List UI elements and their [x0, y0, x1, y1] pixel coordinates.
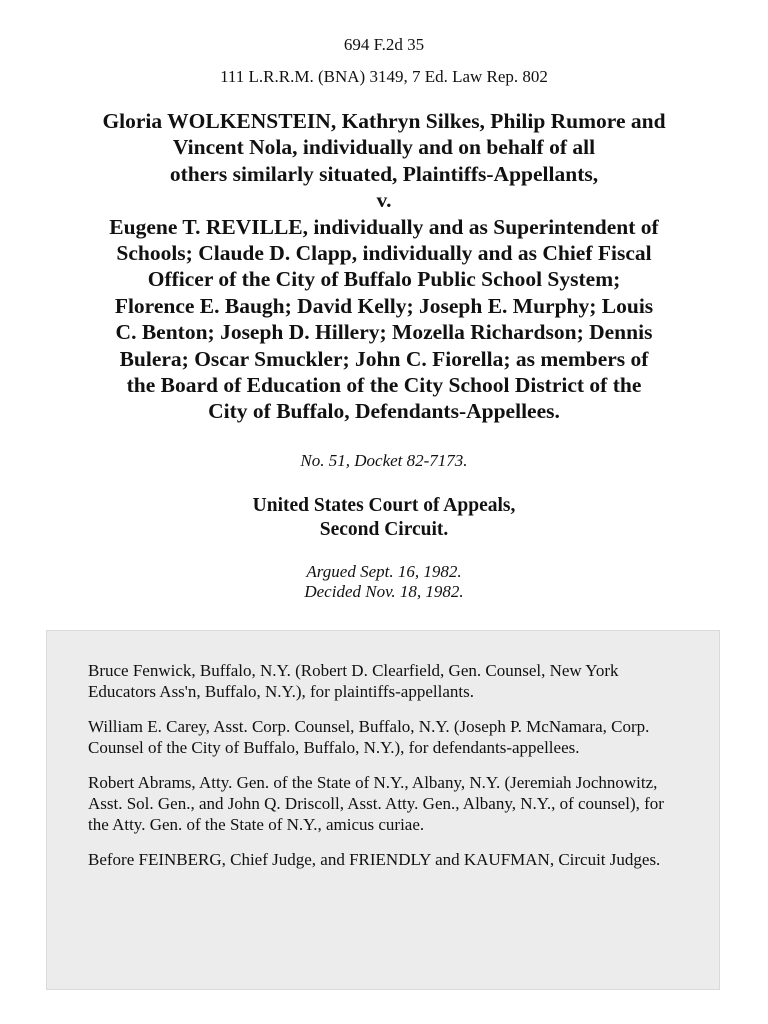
docket-number: No. 51, Docket 82-7173. — [300, 450, 468, 470]
caption-versus: v. — [376, 188, 392, 213]
parallel-citations: 111 L.R.R.M. (BNA) 3149, 7 Ed. Law Rep. 802 — [220, 67, 548, 86]
court-name — [0, 494, 768, 542]
caption-line: others similarly situated, Plaintiffs-Appellants, — [169, 161, 599, 186]
reporter-citation: 694 F.2d 35 — [343, 35, 425, 54]
argued-date: Argued Sept. 16, 1982. — [306, 561, 462, 581]
counsel-amicus: Robert Abrams, Atty. Gen. of the State of N.Y., Albany, N.Y. (Jeremiah Jochnowitz, Asst. Sol. Gen., and John Q. Driscoll, Asst. Atty. Gen., Albany, N.Y., of counsel), for the Atty. Gen. of the State of N.Y., amicus curiae. — [88, 773, 664, 834]
caption-line: C. Benton; Joseph D. Hillery; Mozella Richardson; Dennis — [115, 320, 653, 345]
case-dates — [0, 562, 768, 602]
counsel-list — [47, 631, 688, 870]
counsel-plaintiffs: Bruce Fenwick, Buffalo, N.Y. (Robert D. Clearfield, Gen. Counsel, New York Educators Ass'n, Buffalo, N.Y.), for plaintiffs-appellants. — [88, 661, 619, 701]
caption-line: Gloria WOLKENSTEIN, Kathryn Silkes, Philip Rumore and — [102, 109, 666, 133]
counsel-panel — [46, 630, 720, 990]
caption-line: Vincent Nola, individually and on behalf of all — [172, 135, 596, 160]
caption-line: Officer of the City of Buffalo Public School System; — [147, 267, 621, 292]
court-circuit-line: Second Circuit. — [319, 518, 449, 540]
caption-line: City of Buffalo, Defendants-Appellees. — [208, 399, 560, 424]
caption-line: Eugene T. REVILLE, individually and as Superintendent of — [109, 214, 659, 239]
caption-line: Schools; Claude D. Clapp, individually and as Chief Fiscal — [116, 241, 652, 266]
counsel-defendants: William E. Carey, Asst. Corp. Counsel, Buffalo, N.Y. (Joseph P. McNamara, Corp. Counsel of the City of Buffalo, Buffalo, N.Y.), for defendants-appellees. — [88, 717, 650, 757]
caption-line: Bulera; Oscar Smuckler; John C. Fiorella; as members of — [119, 346, 649, 371]
decided-date: Decided Nov. 18, 1982. — [304, 581, 464, 601]
caption-line: the Board of Education of the City School District of the — [126, 373, 642, 398]
court-name-line: United States Court of Appeals, — [252, 494, 516, 516]
case-caption — [39, 108, 729, 425]
panel-judges: Before FEINBERG, Chief Judge, and FRIENDLY and KAUFMAN, Circuit Judges. — [88, 850, 661, 869]
caption-line: Florence E. Baugh; David Kelly; Joseph E. Murphy; Louis — [114, 293, 654, 318]
